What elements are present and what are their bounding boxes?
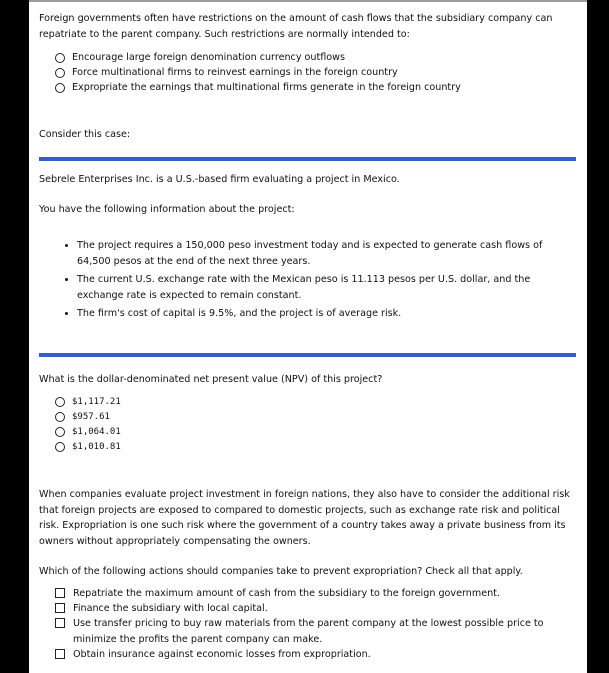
radio-button[interactable] [55, 412, 65, 422]
q3-option-label: Repatriate the maximum amount of cash from the subsidiary to the foreign government. [73, 588, 500, 599]
radio-button[interactable] [55, 68, 65, 78]
case-bullet: • The current U.S. exchange rate with the Mexican peso is 11.113 pesos per U.S. dollar, and the exchange rate is expected to remain constant. [77, 272, 577, 303]
q3-option-3[interactable] [55, 616, 560, 647]
question-page [29, 0, 587, 673]
radio-button[interactable] [55, 427, 65, 437]
q1-option-label: Encourage large foreign denomination currency outflows [72, 52, 346, 63]
section-divider [39, 157, 576, 161]
expropriation-paragraph: When companies evaluate project investment in foreign nations, they also have to consider the additional risk that foreign projects are exposed to compared to domestic projects, such as exchange rate risk and political risk. Expropriation is one such risk where the government of a country takes away a private business from its owners without appropriately compensating the owners. [39, 489, 570, 547]
q2-question: What is the dollar-denominated net present value (NPV) of this project? [39, 374, 383, 385]
q1-option-label: Force multinational firms to reinvest earnings in the foreign country [72, 67, 398, 78]
case-label: Consider this case: [39, 129, 131, 140]
q2-option-label: $1,117.21 [72, 397, 121, 407]
q2-option-label: $957.61 [72, 412, 110, 422]
top-border [29, 0, 587, 2]
q2-option-3[interactable] [55, 425, 121, 439]
q2-option-label: $1,064.01 [72, 427, 121, 437]
section-divider [39, 353, 576, 357]
checkbox[interactable] [55, 603, 65, 613]
q1-option-2[interactable] [55, 66, 398, 80]
radio-button[interactable] [55, 397, 65, 407]
radio-button[interactable] [55, 83, 65, 93]
case-info-intro: You have the following information about the project: [39, 204, 295, 215]
q1-option-3[interactable] [55, 81, 461, 95]
case-bullet-list [39, 238, 577, 325]
q1-option-label: Expropriate the earnings that multinational firms generate in the foreign country [72, 82, 461, 93]
q2-option-4[interactable] [55, 440, 121, 454]
q3-option-1[interactable] [55, 586, 575, 602]
case-bullet: • The project requires a 150,000 peso investment today and is expected to generate cash flows of 64,500 pesos at the end of the next three years. [77, 238, 577, 269]
radio-button[interactable] [55, 442, 65, 452]
radio-button[interactable] [55, 53, 65, 63]
q2-option-2[interactable] [55, 410, 110, 424]
case-company: Sebrele Enterprises Inc. is a U.S.-based firm evaluating a project in Mexico. [39, 174, 400, 185]
q1-intro: Foreign governments often have restrictions on the amount of cash flows that the subsidiary company can repatriate to the parent company. Such restrictions are normally intended to: [39, 13, 553, 40]
checkbox[interactable] [55, 649, 65, 659]
q3-option-4[interactable] [55, 647, 575, 663]
checkbox[interactable] [55, 618, 65, 628]
q3-option-2[interactable] [55, 601, 575, 617]
q1-option-1[interactable] [55, 51, 345, 65]
q3-option-label: Use transfer pricing to buy raw materials from the parent company at the lowest possible price to minimize the profits the parent company can make. [73, 618, 544, 645]
q3-option-label: Obtain insurance against economic losses from expropriation. [73, 649, 371, 660]
case-bullet: • The firm's cost of capital is 9.5%, and the project is of average risk. [77, 306, 577, 322]
q2-option-label: $1,010.81 [72, 442, 121, 452]
q3-option-label: Finance the subsidiary with local capital. [73, 603, 268, 614]
q2-option-1[interactable] [55, 395, 121, 409]
q3-question: Which of the following actions should companies take to prevent expropriation? Check all that apply. [39, 566, 523, 577]
checkbox[interactable] [55, 588, 65, 598]
